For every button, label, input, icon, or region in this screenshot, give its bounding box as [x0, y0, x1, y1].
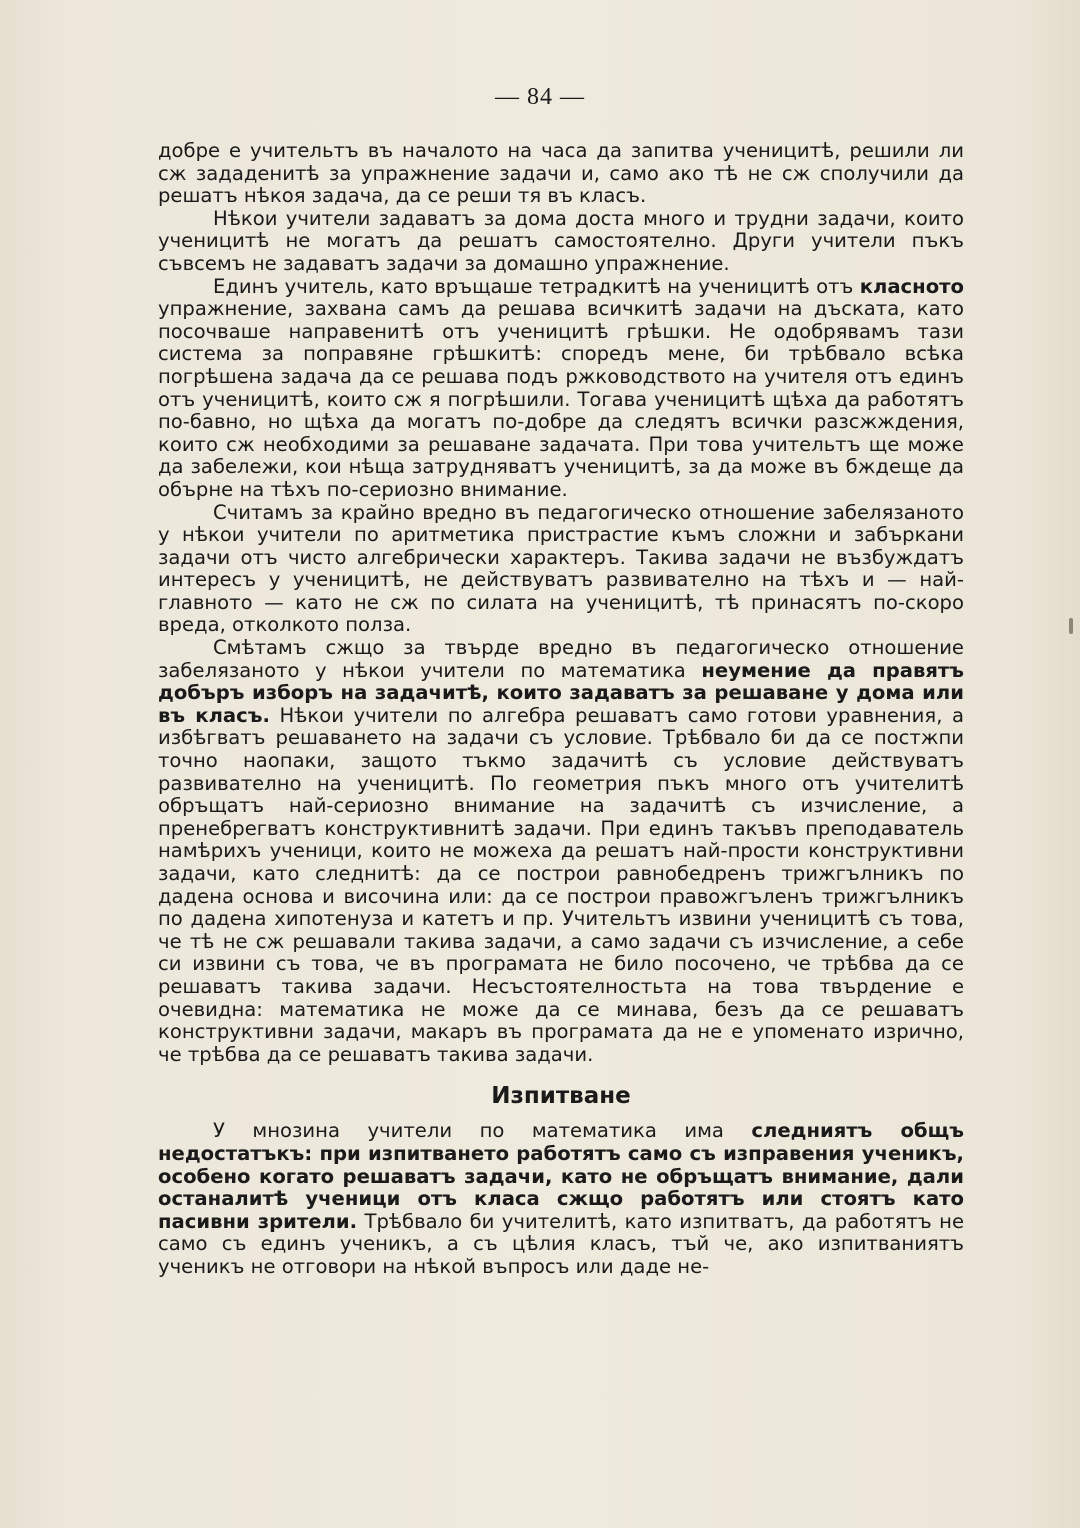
- paragraph-3-text-b: упражнение, захвана самъ да решава всичкитѣ задачи на дъската, като посочваше направенитѣ отъ ученицитѣ грѣшки. Не одобрявамъ тази система за поправяне грѣшкитѣ: споредъ мене, би трѣбвало всѣка погрѣшена задача да се решава подъ ржководството на учителя отъ единъ отъ ученицитѣ, които сж я погрѣшили. Тогава ученицитѣ щѣха да работятъ по-бавно, но щѣха да могатъ по-добре да следятъ всички разсжждения, които сж необходими за решаване задачата. При това учительтъ ще може да забележи, кои нѣща затрудняватъ ученицитѣ, за да може въ бждеще да обърне на тѣхъ по-сериозно внимание.: [158, 297, 964, 501]
- paragraph-5-text-b: Нѣкои учители по алгебра решаватъ само готови уравнения, а избѣгватъ решаването на задачи съ условие. Трѣбвало би да се постжпи точно наопаки, защото тъкмо задачитѣ съ условие действуватъ развивателно на ученицитѣ. По геометрия пъкъ много отъ учителитѣ обръщатъ най-сериозно внимание на задачитѣ съ изчисление, а пренебрегватъ конструктивнитѣ задачи. При единъ такъвъ преподаватель намѣрихъ ученици, които не можеха да решатъ най-прости конструктивни задачи, като следнитѣ: да се построи равнобедренъ трижгълникъ по дадена основа и височина или: да се построи правожгъленъ трижгълникъ по дадена хипотенуза и катетъ и пр. Учительтъ извини ученицитѣ съ това, че тѣ не сж решавали такива задачи, а само задачи съ изчисление, а себе си извини съ това, че въ програмата не било посочено, че трѣбва да се решаватъ такива задачи. Несъстоятелностьта на това твърдение е очевидна: математика не може да се минава, безъ да се решаватъ конструктивни задачи, макаръ въ програмата да не е упоменато изрично, че трѣбва да се решаватъ такива задачи.: [158, 703, 964, 1066]
- paragraph-3-text-a: Единъ учитель, като връщаше тетрадкитѣ на ученицитѣ отъ: [213, 274, 860, 298]
- paragraph-1: добре е учительтъ въ началото на часа да запитва ученицитѣ, решили ли сж зададенитѣ за упражнение задачи и, само ако тѣ не сж сполучили да решатъ нѣкоя задача, да се реши тя въ класъ.: [158, 139, 964, 208]
- paragraph-3-bold: класното: [859, 274, 964, 298]
- section-text-b: Трѣбвало би учителитѣ, като изпитватъ, да работятъ не само съ единъ ученикъ, а съ цѣлия класъ, тъй че, ако изпитваниятъ ученикъ не отговори на нѣкой въпросъ или даде не-: [158, 1209, 965, 1278]
- body-text: [158, 140, 964, 1279]
- paragraph-5: [158, 637, 964, 1066]
- page-edge-mark: [1069, 618, 1073, 634]
- section-title: Изпитване: [491, 1083, 631, 1110]
- page-number: — 84 —: [495, 84, 585, 110]
- paragraph-2: Нѣкои учители задаватъ за дома доста много и трудни задачи, които ученицитѣ не могатъ да решатъ самостоятелно. Други учители пъкъ съвсемъ не задаватъ задачи за домашно упражнение.: [158, 206, 964, 275]
- section-text-a: У мнозина учители по математика има: [213, 1119, 752, 1143]
- section-bold: следниятъ общъ недостатъкъ: при изпитването работятъ само съ изправения ученикъ, особено когато решаватъ задачи, като не обръщатъ внимание, дали останалитѣ ученици отъ класа сжщо работятъ или стоятъ като пасивни зрители.: [158, 1119, 964, 1233]
- paragraph-4: Считамъ за крайно вредно въ педагогическо отношение забелязаното у нѣкои учители по аритметика пристрастие къмъ сложни и забъркани задачи отъ чисто алгебрически характеръ. Такива задачи не възбуждатъ интересъ у ученицитѣ, не действуватъ развивателно на тѣхъ и — най-главното — като не сж по силата на ученицитѣ, тѣ принасятъ по-скоро вреда, отколкото полза.: [158, 500, 964, 637]
- paragraph-5-text-a: Смѣтамъ сжщо за твърде вредно въ педагогическо отношение забелязаното у нѣкои учители по математика: [158, 636, 964, 682]
- section-paragraph: [158, 1120, 964, 1278]
- paragraph-3: [158, 276, 964, 502]
- paragraph-5-bold: неумение да правятъ добъръ изборъ на задачитѣ, които задаватъ за решаване у дома или въ класъ.: [158, 658, 965, 727]
